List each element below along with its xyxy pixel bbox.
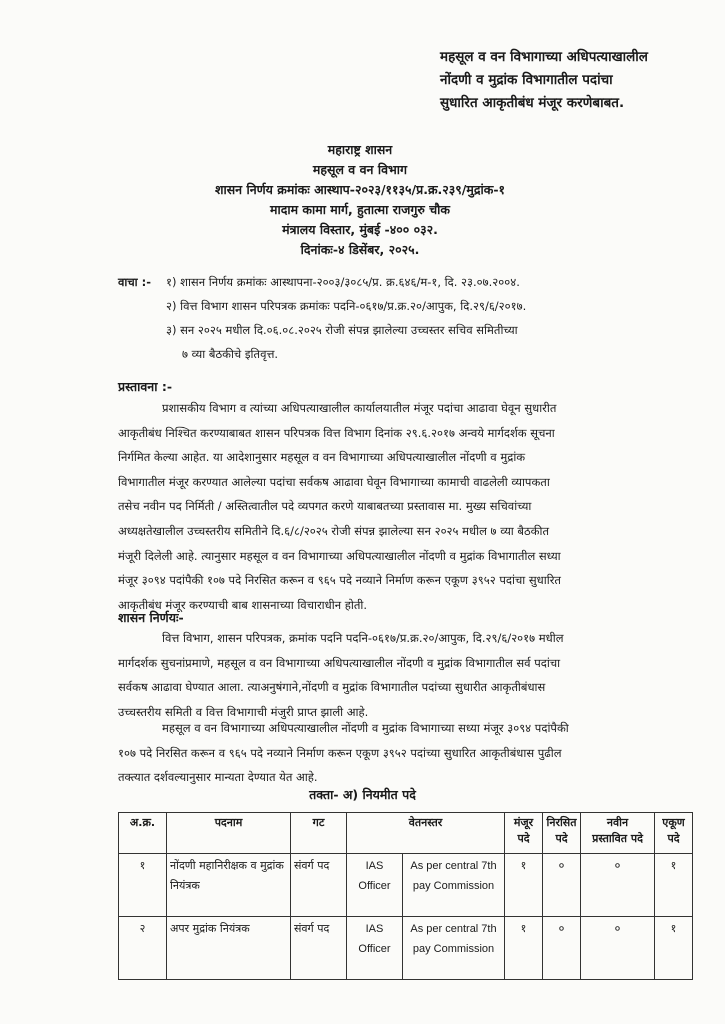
cell-new: ० — [581, 917, 655, 980]
col-header-group: गट — [291, 813, 347, 854]
preamble-title: प्रस्तावना :- — [118, 379, 173, 394]
paragraph-line: मंजूर ३०९४ पदांपैकी १०७ पदे निरसित करून व ९६५ पदे नव्याने निर्माण करून एकूण ३९५२ पदांचा सुधारित — [118, 573, 561, 588]
gr-number: शासन निर्णय क्रमांकः आस्थाप-२०२३/११३५/प्र.क्र.२३९/मुद्रांक-१ — [214, 182, 506, 197]
header-text: नवीन — [606, 816, 629, 829]
col-header-abolished — [543, 813, 581, 854]
reference-item-continued: ७ व्या बैठकीचे इतिवृत्त. — [182, 347, 279, 361]
subject-line: महसूल व वन विभागाच्या अधिपत्याखालील — [440, 49, 648, 65]
paragraph-line: महसूल व वन विभागाच्या अधिपत्याखालील नोंदणी व मुद्रांक विभागाच्या सध्या मंजूर ३०९४ पदांपैकी — [162, 721, 569, 735]
paragraph-line: आकृतीबंध मंजूर करण्याची बाब शासनाच्या विचाराधीन होती. — [118, 597, 368, 612]
header-text: पदे — [667, 832, 680, 845]
paragraph-line: सर्वकष आढावा घेण्यात आला. त्याअनुषंगाने,नोंदणी व मुद्रांक विभागातील पदांच्या सुधारीत आकृतीबंधास — [118, 680, 546, 695]
cell-group: संवर्ग पद — [291, 917, 347, 980]
cell-sr: २ — [119, 917, 167, 980]
table-row — [119, 854, 693, 917]
decision-title: शासन निर्णयः- — [118, 610, 184, 625]
paragraph-line: वित्त विभाग, शासन परिपत्रक, क्रमांक पदनि पदनि-०६१७/प्र.क्र.२०/आपुक, दि.२९/६/२०१७ मधील — [162, 631, 564, 645]
reference-item: २) वित्त विभाग शासन परिपत्रक क्रमांकः पदनि-०६१७/प्र.क्र.२०/आपुक, दि.२९/६/२०१७. — [166, 299, 527, 313]
document-header — [120, 140, 600, 260]
paragraph-line: निर्गमित केल्या आहेत. या आदेशानुसार महसूल व वन विभागाच्या अधिपत्याखालील नोंदणी व मुद्रांक — [118, 450, 526, 465]
reference-item: ३) सन २०२५ मधील दि.०६.०८.२०२५ रोजी संपन्न झालेल्या उच्चस्तर सचिव समितीच्या — [166, 323, 518, 337]
header-text: मंजूर — [513, 816, 534, 829]
references-label: वाचा :- — [118, 275, 152, 289]
cell-cadre: IAS Officer — [347, 854, 403, 917]
cell-total: १ — [655, 917, 693, 980]
cell-sr: १ — [119, 854, 167, 917]
header-text: एकूण — [662, 816, 685, 829]
cell-new: ० — [581, 854, 655, 917]
paragraph-line: मंजूरी दिलेली आहे. त्यानुसार महसूल व वन विभागाच्या अधिपत्याखालील नोंदणी व मुद्रांक विभागातील सध्या — [118, 548, 561, 563]
paragraph-line: प्रशासकीय विभाग व त्यांच्या अधिपत्याखालील कार्यालयातील मंजूर पदांचा आढावा घेवून सुधारीत — [162, 401, 557, 415]
paragraph-line: १०७ पदे निरसित करून व ९६५ पदे नव्याने निर्माण करून एकूण ३९५२ पदांच्या सुधारित आकृतीबंधास पुढील — [118, 745, 562, 760]
references-block — [118, 270, 698, 366]
paragraph-line: तसेच नवीन पद निर्मिती / अस्तित्वातील पदे व्यपगत करणे याबाबतच्या प्रस्तावास मा. मुख्य सचिवांच्या — [118, 499, 532, 514]
cell-group: संवर्ग पद — [291, 854, 347, 917]
header-text: निरसित — [546, 816, 577, 829]
col-header-new — [581, 813, 655, 854]
table-header-row — [119, 813, 693, 854]
cell-total: १ — [655, 854, 693, 917]
header-text: प्रस्तावित पदे — [592, 832, 643, 845]
address-line: मंत्रालय विस्तार, मुंबई -४०० ०३२. — [282, 222, 438, 237]
cell-post: अपर मुद्रांक नियंत्रक — [167, 917, 291, 980]
decision-paragraph-2 — [118, 716, 683, 790]
preamble-paragraph — [118, 396, 683, 617]
cell-abolished: ० — [543, 917, 581, 980]
cell-sanctioned: १ — [505, 854, 543, 917]
government-name: महाराष्ट्र शासन — [327, 142, 393, 157]
table-title: तक्ता- अ) नियमीत पदे — [309, 787, 416, 802]
col-header-pay: वेतनस्तर — [347, 813, 505, 854]
paragraph-line: अध्यक्षतेखालील उच्चस्तरीय समितीने दि.६/८/२०२५ रोजी संपन्न झालेल्या सन २०२५ मधील ७ व्या बैठकीत — [118, 523, 550, 538]
regular-posts-table — [118, 812, 693, 980]
header-text: पदे — [517, 832, 530, 845]
subject-block — [440, 46, 680, 115]
reference-item: १) शासन निर्णय क्रमांकः आस्थापना-२००३/३०८५/प्र. क्र.६४६/म-१, दि. २३.०७.२००४. — [166, 275, 520, 289]
department-name: महसूल व वन विभाग — [312, 162, 408, 177]
col-header-sanctioned — [505, 813, 543, 854]
cell-cadre: IAS Officer — [347, 917, 403, 980]
decision-paragraph-1 — [118, 626, 683, 724]
col-header-total — [655, 813, 693, 854]
col-header-post: पदनाम — [167, 813, 291, 854]
paragraph-line: विभागातील मंजूर करण्यात आलेल्या पदांचा सर्वकष आढावा घेवून विभागाच्या कामाची वाढलेली व्यापकता — [118, 474, 550, 489]
table-row — [119, 917, 693, 980]
paragraph-line: उच्चस्तरीय समिती व वित्त विभागाची मंजुरी प्राप्त झाली आहे. — [118, 704, 369, 719]
cell-post: नोंदणी महानिरीक्षक व मुद्रांक नियंत्रक — [167, 854, 291, 917]
paragraph-line: तक्त्यात दर्शवल्यानुसार मान्यता देण्यात येत आहे. — [118, 770, 318, 785]
header-text: पदे — [555, 832, 568, 845]
subject-line: नोंदणी व मुद्रांक विभागातील पदांचा — [440, 72, 613, 88]
cell-pay: As per central 7th pay Commission — [403, 854, 505, 917]
cell-pay: As per central 7th pay Commission — [403, 917, 505, 980]
cell-sanctioned: १ — [505, 917, 543, 980]
address-line: मादाम कामा मार्ग, हुतात्मा राजगुरु चौक — [269, 202, 450, 217]
document-date: दिनांकः-४ डिसेंबर, २०२५. — [300, 242, 420, 257]
paragraph-line: आकृतीबंध निश्चित करण्याबाबत शासन परिपत्रक वित्त विभाग दिनांक २९.६.२०१७ अन्वये मार्गदर्शक सूचना — [118, 425, 555, 440]
subject-line: सुधारित आकृतीबंध मंजूर करणेबाबत. — [440, 95, 625, 111]
col-header-sr: अ.क्र. — [119, 813, 167, 854]
cell-abolished: ० — [543, 854, 581, 917]
paragraph-line: मार्गदर्शक सुचनांप्रमाणे, महसूल व वन विभागाच्या अधिपत्याखालील नोंदणी व मुद्रांक विभागातील सर्व पदांचा — [118, 655, 561, 670]
